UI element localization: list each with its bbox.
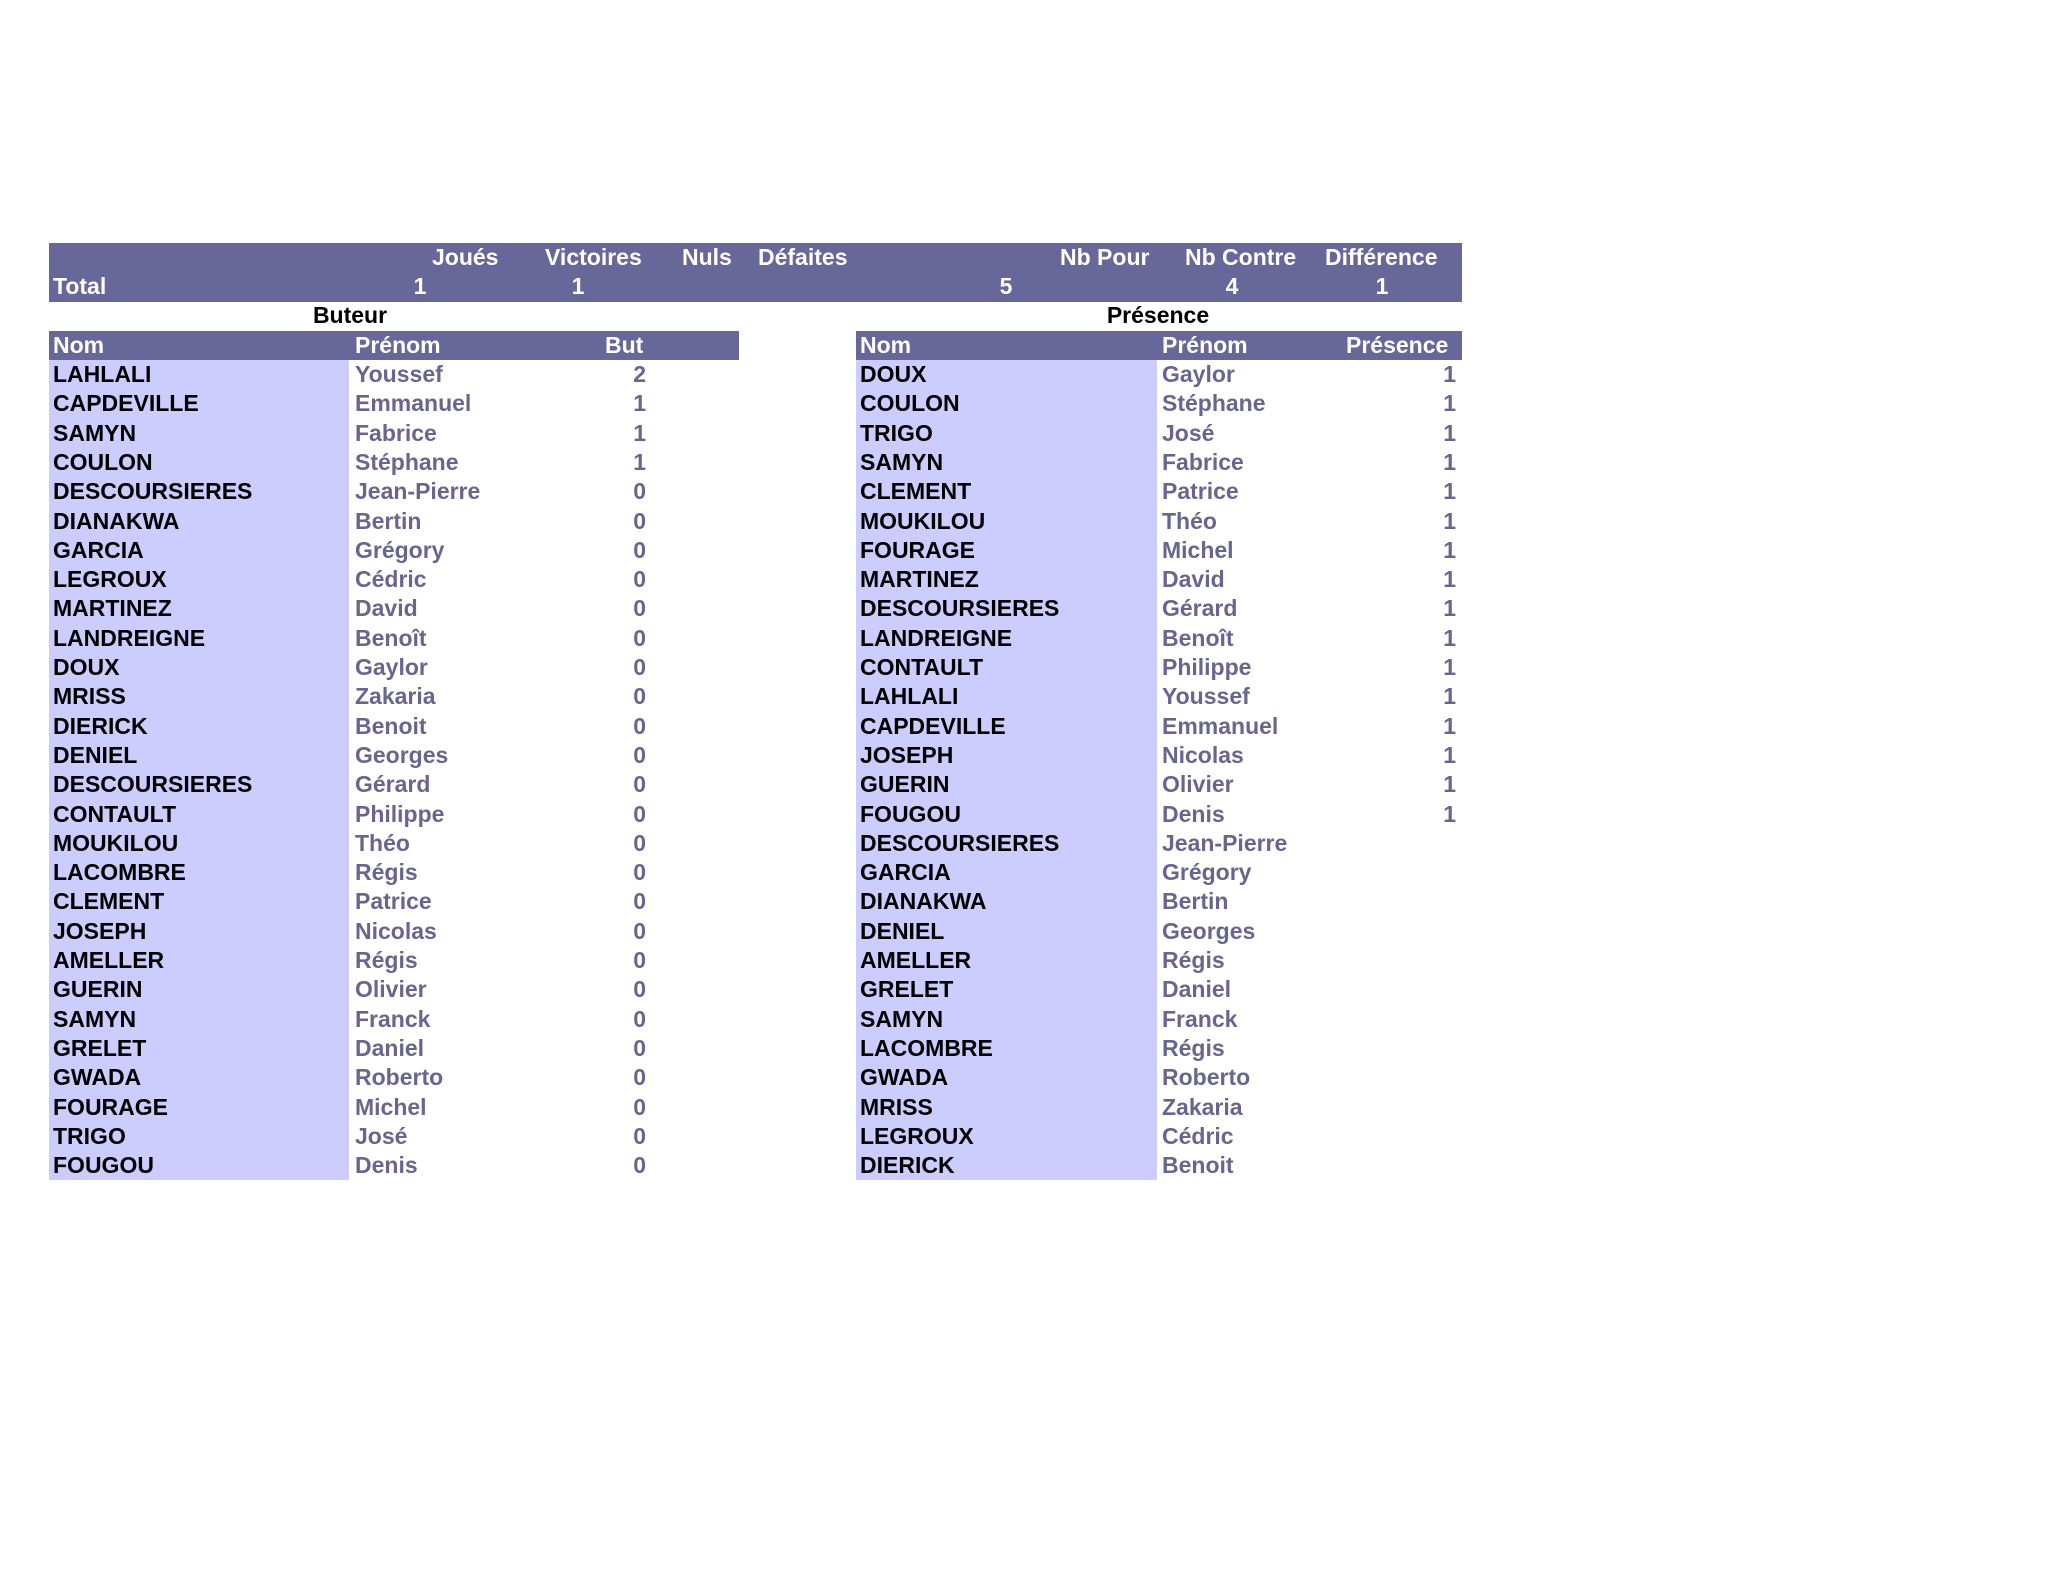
presence-row-nom: DENIEL: [860, 918, 945, 944]
buteur-row-nom: GARCIA: [53, 537, 144, 563]
presence-row-prenom: Nicolas: [1162, 742, 1244, 768]
buteur-row-nom: TRIGO: [53, 1123, 126, 1149]
buteur-row-prenom: Youssef: [355, 361, 443, 387]
total-label: Total: [53, 273, 107, 299]
presence-row-prenom: Benoit: [1162, 1152, 1234, 1178]
presence-row-presence: 1: [1443, 478, 1456, 504]
buteur-row-nom: JOSEPH: [53, 918, 147, 944]
buteur-row-prenom: Daniel: [355, 1035, 425, 1061]
buteur-row-but: 0: [633, 1152, 646, 1178]
presence-col-prenom: Prénom: [1162, 332, 1248, 358]
buteur-row-but: 0: [633, 566, 646, 592]
presence-row-nom: CONTAULT: [860, 654, 984, 680]
buteur-row-but: 0: [633, 537, 646, 563]
buteur-row-nom: LANDREIGNE: [53, 625, 206, 651]
buteur-row-nom: DOUX: [53, 654, 120, 680]
presence-row-nom: AMELLER: [860, 947, 972, 973]
presence-row-nom: FOUGOU: [860, 801, 961, 827]
buteur-row-nom: LEGROUX: [53, 566, 167, 592]
buteur-row-nom: DENIEL: [53, 742, 138, 768]
presence-row-presence: 1: [1443, 595, 1456, 621]
buteur-col-prenom: Prénom: [355, 332, 441, 358]
presence-row-prenom: Olivier: [1162, 771, 1234, 797]
presence-row-prenom: Régis: [1162, 1035, 1225, 1061]
buteur-row-nom: SAMYN: [53, 420, 137, 446]
presence-row-nom: LANDREIGNE: [860, 625, 1013, 651]
presence-row-nom: DIERICK: [860, 1152, 955, 1178]
presence-row-nom: GARCIA: [860, 859, 951, 885]
presence-row-nom: SAMYN: [860, 449, 944, 475]
buteur-row-but: 1: [633, 420, 646, 446]
presence-row-prenom: José: [1162, 420, 1215, 446]
buteur-row-prenom: Emmanuel: [355, 390, 472, 416]
presence-row-presence: [1380, 1034, 1456, 1063]
buteur-row-nom: CAPDEVILLE: [53, 390, 199, 416]
presence-row-presence: [1380, 1063, 1456, 1092]
buteur-row-nom: COULON: [53, 449, 153, 475]
buteur-row-but: 0: [633, 1035, 646, 1061]
presence-row-nom: DESCOURSIERES: [860, 595, 1060, 621]
buteur-row-prenom: Michel: [355, 1094, 427, 1120]
buteur-row-but: 0: [633, 654, 646, 680]
buteur-row-prenom: José: [355, 1123, 408, 1149]
presence-row-nom: COULON: [860, 390, 960, 416]
buteur-row-nom: DESCOURSIERES: [53, 771, 253, 797]
buteur-col-but: But: [605, 332, 644, 358]
buteur-row-but: 0: [633, 1094, 646, 1120]
total-nb-contre: 4: [1225, 273, 1239, 299]
presence-row-nom: GWADA: [860, 1064, 949, 1090]
buteur-row-but: 0: [633, 859, 646, 885]
presence-row-nom: CAPDEVILLE: [860, 713, 1006, 739]
buteur-row-prenom: Fabrice: [355, 420, 437, 446]
buteur-row-but: 1: [633, 449, 646, 475]
presence-row-presence: [1380, 975, 1456, 1004]
presence-row-nom: DOUX: [860, 361, 927, 387]
presence-row-prenom: Philippe: [1162, 654, 1252, 680]
presence-row-prenom: Bertin: [1162, 888, 1229, 914]
presence-row-prenom: Théo: [1162, 508, 1217, 534]
buteur-row-prenom: Benoit: [355, 713, 427, 739]
buteur-row-prenom: Régis: [355, 859, 418, 885]
buteur-row-but: 2: [633, 361, 646, 387]
buteur-row-but: 0: [633, 771, 646, 797]
buteur-row-prenom: Philippe: [355, 801, 445, 827]
presence-row-presence: 1: [1443, 566, 1456, 592]
buteur-row-nom: DIERICK: [53, 713, 148, 739]
buteur-row-prenom: Olivier: [355, 976, 427, 1002]
buteur-row-nom: FOUGOU: [53, 1152, 154, 1178]
presence-col-nom: Nom: [860, 332, 912, 358]
presence-row-prenom: Patrice: [1162, 478, 1239, 504]
buteur-row-but: 0: [633, 625, 646, 651]
buteur-row-but: 0: [633, 1064, 646, 1090]
buteur-row-but: 0: [633, 801, 646, 827]
total-nb-pour: 5: [999, 273, 1013, 299]
presence-row-nom: GUERIN: [860, 771, 950, 797]
presence-row-presence: [1380, 946, 1456, 975]
presence-row-presence: 1: [1443, 801, 1456, 827]
buteur-row-but: 0: [633, 947, 646, 973]
buteur-row-prenom: Stéphane: [355, 449, 459, 475]
presence-row-prenom: Youssef: [1162, 683, 1250, 709]
presence-row-nom: LEGROUX: [860, 1123, 974, 1149]
presence-row-prenom: Roberto: [1162, 1064, 1251, 1090]
presence-row-nom: DESCOURSIERES: [860, 830, 1060, 856]
presence-row-nom: GRELET: [860, 976, 954, 1002]
presence-row-presence: 1: [1443, 771, 1456, 797]
buteur-row-nom: DIANAKWA: [53, 508, 180, 534]
header-joues: Joués: [432, 244, 499, 270]
presence-row-presence: 1: [1443, 713, 1456, 739]
presence-row-presence: 1: [1443, 625, 1456, 651]
presence-row-nom: LACOMBRE: [860, 1035, 993, 1061]
presence-row-prenom: Gérard: [1162, 595, 1238, 621]
presence-row-presence: [1380, 1151, 1456, 1180]
presence-row-nom: MARTINEZ: [860, 566, 979, 592]
presence-row-nom: SAMYN: [860, 1006, 944, 1032]
presence-col-presence: Présence: [1346, 332, 1449, 358]
buteur-row-prenom: Denis: [355, 1152, 418, 1178]
buteur-row-prenom: Gérard: [355, 771, 431, 797]
buteur-row-but: 0: [633, 918, 646, 944]
buteur-row-nom: DESCOURSIERES: [53, 478, 253, 504]
buteur-row-prenom: Nicolas: [355, 918, 437, 944]
buteur-row-but: 0: [633, 683, 646, 709]
buteur-row-prenom: Franck: [355, 1006, 431, 1032]
presence-row-presence: 1: [1443, 361, 1456, 387]
presence-row-presence: [1380, 1093, 1456, 1122]
buteur-row-but: 0: [633, 595, 646, 621]
presence-row-prenom: Georges: [1162, 918, 1256, 944]
buteur-row-prenom: Roberto: [355, 1064, 444, 1090]
buteur-row-nom: GRELET: [53, 1035, 147, 1061]
presence-row-prenom: Emmanuel: [1162, 713, 1279, 739]
buteur-row-nom: LACOMBRE: [53, 859, 186, 885]
buteur-row-nom: SAMYN: [53, 1006, 137, 1032]
buteur-row-prenom: Zakaria: [355, 683, 436, 709]
buteur-row-nom: MARTINEZ: [53, 595, 172, 621]
presence-row-presence: 1: [1443, 390, 1456, 416]
header-difference: Différence: [1325, 244, 1438, 270]
total-joues: 1: [413, 273, 427, 299]
buteur-row-but: 0: [633, 713, 646, 739]
buteur-row-prenom: David: [355, 595, 418, 621]
presence-row-presence: 1: [1443, 537, 1456, 563]
presence-row-presence: [1380, 1005, 1456, 1034]
presence-row-presence: [1380, 1122, 1456, 1151]
presence-title: Présence: [1106, 302, 1210, 328]
buteur-row-prenom: Benoît: [355, 625, 427, 651]
header-victoires: Victoires: [545, 244, 642, 270]
presence-row-prenom: Fabrice: [1162, 449, 1244, 475]
presence-row-prenom: Régis: [1162, 947, 1225, 973]
buteur-row-but: 0: [633, 830, 646, 856]
presence-row-nom: DIANAKWA: [860, 888, 987, 914]
presence-row-nom: MOUKILOU: [860, 508, 986, 534]
buteur-row-nom: MRISS: [53, 683, 126, 709]
buteur-row-prenom: Jean-Pierre: [355, 478, 481, 504]
buteur-row-prenom: Régis: [355, 947, 418, 973]
buteur-title: Buteur: [312, 302, 388, 328]
buteur-row-nom: GUERIN: [53, 976, 143, 1002]
presence-row-nom: FOURAGE: [860, 537, 975, 563]
presence-row-presence: [1380, 829, 1456, 858]
buteur-row-nom: GWADA: [53, 1064, 142, 1090]
buteur-row-nom: FOURAGE: [53, 1094, 168, 1120]
presence-row-presence: 1: [1443, 654, 1456, 680]
buteur-row-prenom: Gaylor: [355, 654, 428, 680]
header-nuls: Nuls: [682, 244, 732, 270]
buteur-row-prenom: Grégory: [355, 537, 445, 563]
presence-row-presence: [1380, 917, 1456, 946]
buteur-row-but: 0: [633, 478, 646, 504]
presence-row-prenom: Grégory: [1162, 859, 1252, 885]
presence-row-prenom: Franck: [1162, 1006, 1238, 1032]
presence-row-presence: [1380, 887, 1456, 916]
header-defaites: Défaites: [758, 244, 848, 270]
buteur-row-prenom: Bertin: [355, 508, 422, 534]
total-difference: 1: [1375, 273, 1389, 299]
presence-row-prenom: Cédric: [1162, 1123, 1234, 1149]
presence-row-prenom: Benoît: [1162, 625, 1234, 651]
buteur-row-nom: CONTAULT: [53, 801, 177, 827]
buteur-row-prenom: Cédric: [355, 566, 427, 592]
presence-row-presence: 1: [1443, 508, 1456, 534]
presence-row-presence: 1: [1443, 742, 1456, 768]
presence-row-presence: 1: [1443, 449, 1456, 475]
total-victoires: 1: [571, 273, 585, 299]
buteur-row-but: 0: [633, 1006, 646, 1032]
presence-row-prenom: Stéphane: [1162, 390, 1266, 416]
buteur-row-but: 0: [633, 1123, 646, 1149]
buteur-row-prenom: Patrice: [355, 888, 432, 914]
presence-row-prenom: Zakaria: [1162, 1094, 1243, 1120]
buteur-row-prenom: Théo: [355, 830, 410, 856]
presence-row-prenom: David: [1162, 566, 1225, 592]
buteur-row-prenom: Georges: [355, 742, 449, 768]
presence-row-nom: JOSEPH: [860, 742, 954, 768]
presence-row-presence: 1: [1443, 683, 1456, 709]
presence-row-nom: LAHLALI: [860, 683, 959, 709]
buteur-row-nom: AMELLER: [53, 947, 165, 973]
presence-row-prenom: Gaylor: [1162, 361, 1235, 387]
buteur-row-but: 0: [633, 742, 646, 768]
buteur-row-but: 1: [633, 390, 646, 416]
buteur-row-but: 0: [633, 508, 646, 534]
header-nb-contre: Nb Contre: [1185, 244, 1297, 270]
presence-row-nom: CLEMENT: [860, 478, 972, 504]
presence-row-presence: [1380, 858, 1456, 887]
presence-row-nom: MRISS: [860, 1094, 933, 1120]
presence-row-prenom: Michel: [1162, 537, 1234, 563]
buteur-row-but: 0: [633, 888, 646, 914]
buteur-row-nom: MOUKILOU: [53, 830, 179, 856]
buteur-row-but: 0: [633, 976, 646, 1002]
presence-row-prenom: Daniel: [1162, 976, 1232, 1002]
header-nb-pour: Nb Pour: [1060, 244, 1150, 270]
presence-row-prenom: Denis: [1162, 801, 1225, 827]
buteur-row-nom: CLEMENT: [53, 888, 165, 914]
buteur-row-nom: LAHLALI: [53, 361, 152, 387]
presence-row-nom: TRIGO: [860, 420, 933, 446]
presence-row-prenom: Jean-Pierre: [1162, 830, 1288, 856]
buteur-col-nom: Nom: [53, 332, 105, 358]
presence-row-presence: 1: [1443, 420, 1456, 446]
